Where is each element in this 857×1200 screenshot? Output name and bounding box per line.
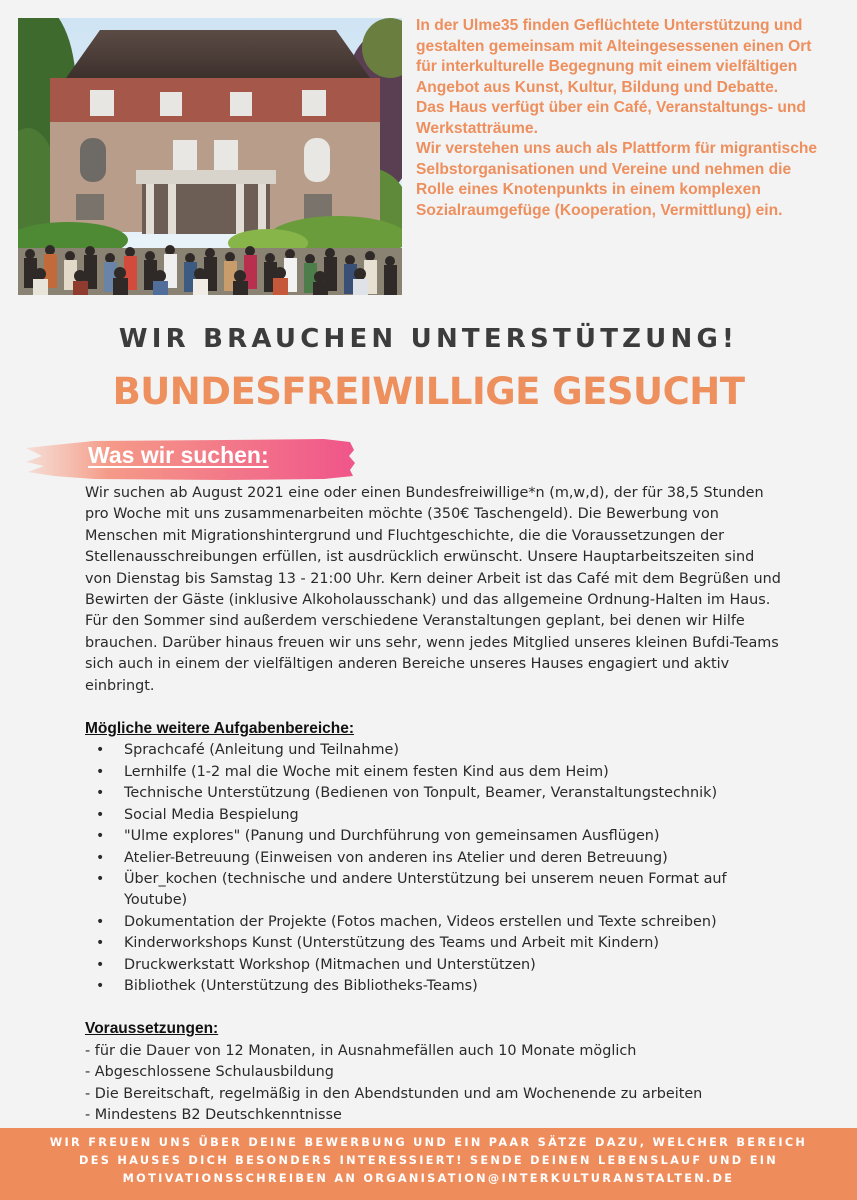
list-item: • Bibliothek (Unterstützung des Bibliotheks-Teams) bbox=[85, 976, 785, 997]
main-content bbox=[85, 483, 785, 1126]
bullet-icon: • bbox=[96, 977, 105, 994]
list-item: • Druckwerkstatt Workshop (Mitmachen und Unterstützen) bbox=[85, 955, 785, 976]
bullet-icon: • bbox=[96, 913, 105, 930]
bullet-icon: • bbox=[96, 849, 105, 866]
requirements-list bbox=[85, 1041, 785, 1127]
search-description: Wir suchen ab August 2021 eine oder einen Bundesfreiwillige*n (m,w,d), der für 38,5 Stunden pro Woche mit uns zusammenarbeiten möchte (350€ Taschengeld). Die Bewerbung von Menschen mit Migrationshintergrund und Fluchtgeschichte, die die Voraussetzungen der Stellenausschreibungen erfüllen, ist ausdrücklich erwünscht. Unsere Hauptarbeitszeiten sind von Dienstag bis Samstag 13 - 21:00 Uhr. Kern deiner Arbeit ist das Café mit dem Begrüßen und Bewirten der Gäste (inklusive Alkoholausschank) und das allgemeine Ordnung-Halten im Haus. Für den Sommer sind außerdem verschiedene Veranstaltungen geplant, bei denen wir Hilfe brauchen. Darüber hinaus freuen wir uns sehr, wenn jedes Mitglied unseres kleinen Bufdi-Teams sich auch in einem der vielfältigen anderen Bereiche unseres Hauses engagiert und aktiv einbringt. bbox=[85, 485, 781, 694]
list-item: - Die Bereitschaft, regelmäßig in den Abendstunden und am Wochenende zu arbeiten bbox=[85, 1085, 703, 1102]
list-item: • Atelier-Betreuung (Einweisen von anderen ins Atelier und deren Betreuung) bbox=[85, 848, 785, 869]
requirements-title: Voraussetzungen: bbox=[85, 1020, 219, 1038]
intro-paragraph: Das Haus verfügt über ein Café, Veranstaltungs- und Werkstatträume. bbox=[416, 99, 806, 137]
list-item: • Technische Unterstützung (Bedienen von Tonpult, Beamer, Veranstaltungstechnik) bbox=[85, 783, 785, 804]
footer-line: DES HAUSES DICH BESONDERS INTERESSIERT! SENDE DEINEN LEBENSLAUF UND EIN bbox=[79, 1154, 778, 1167]
building-photo bbox=[18, 18, 402, 295]
list-item: • Kinderworkshops Kunst (Unterstützung des Teams und Arbeit mit Kindern) bbox=[85, 933, 785, 954]
list-item: • Sprachcafé (Anleitung und Teilnahme) bbox=[85, 740, 785, 761]
section-label-search: Was wir suchen: bbox=[88, 442, 269, 468]
support-heading: WIR BRAUCHEN UNTERSTÜTZUNG! bbox=[118, 324, 739, 354]
footer-line: WIR FREUEN UNS ÜBER DEINE BEWERBUNG UND EIN PAAR SÄTZE DAZU, WELCHER BEREICH bbox=[49, 1136, 808, 1149]
bullet-icon: • bbox=[96, 870, 105, 887]
intro-paragraph: In der Ulme35 finden Geflüchtete Unterstützung und gestalten gemeinsam mit Alteingesessenen einen Ort für interkulturelle Begegnung mit einem vielfältigen Angebot aus Kunst, Kultur, Bildung und Debatte. bbox=[416, 17, 812, 96]
tasks-list bbox=[85, 740, 785, 997]
list-item: - für die Dauer von 12 Monaten, in Ausnahmefällen auch 10 Monate möglich bbox=[85, 1042, 637, 1059]
list-item: - Mindestens B2 Deutschkenntnisse bbox=[85, 1106, 342, 1123]
footer-banner bbox=[0, 1128, 857, 1200]
list-item: - Abgeschlossene Schulausbildung bbox=[85, 1064, 334, 1081]
bullet-icon: • bbox=[96, 763, 105, 780]
list-item: • Lernhilfe (1-2 mal die Woche mit einem festen Kind aus dem Heim) bbox=[85, 762, 785, 783]
intro-paragraph: Wir verstehen uns auch als Plattform für migrantische Selbstorganisationen und Vereine und nehmen die Rolle eines Knotenpunkts in einem komplexen Sozialraumgefüge (Kooperation, Vermittlung) ein. bbox=[416, 140, 818, 219]
bullet-icon: • bbox=[96, 785, 105, 802]
footer-line: MOTIVATIONSSCHREIBEN AN ORGANISATION@INTERKULTURANSTALTEN.DE bbox=[122, 1172, 735, 1185]
intro-text bbox=[416, 16, 826, 221]
list-item: • Social Media Bespielung bbox=[85, 805, 785, 826]
bullet-icon: • bbox=[96, 956, 105, 973]
list-item: • "Ulme explores" (Panung und Durchführung von gemeinsamen Ausflügen) bbox=[85, 826, 785, 847]
tasks-title: Mögliche weitere Aufgabenbereiche: bbox=[85, 720, 355, 738]
wanted-heading: BUNDESFREIWILLIGE GESUCHT bbox=[112, 370, 745, 413]
bullet-icon: • bbox=[96, 828, 105, 845]
list-item: • Dokumentation der Projekte (Fotos machen, Videos erstellen und Texte schreiben) bbox=[85, 912, 785, 933]
bullet-icon: • bbox=[96, 935, 105, 952]
bullet-icon: • bbox=[96, 742, 105, 759]
list-item: • Über_kochen (technische und andere Unterstützung bei unserem neuen Format auf Youtube) bbox=[96, 870, 727, 909]
bullet-icon: • bbox=[96, 806, 105, 823]
